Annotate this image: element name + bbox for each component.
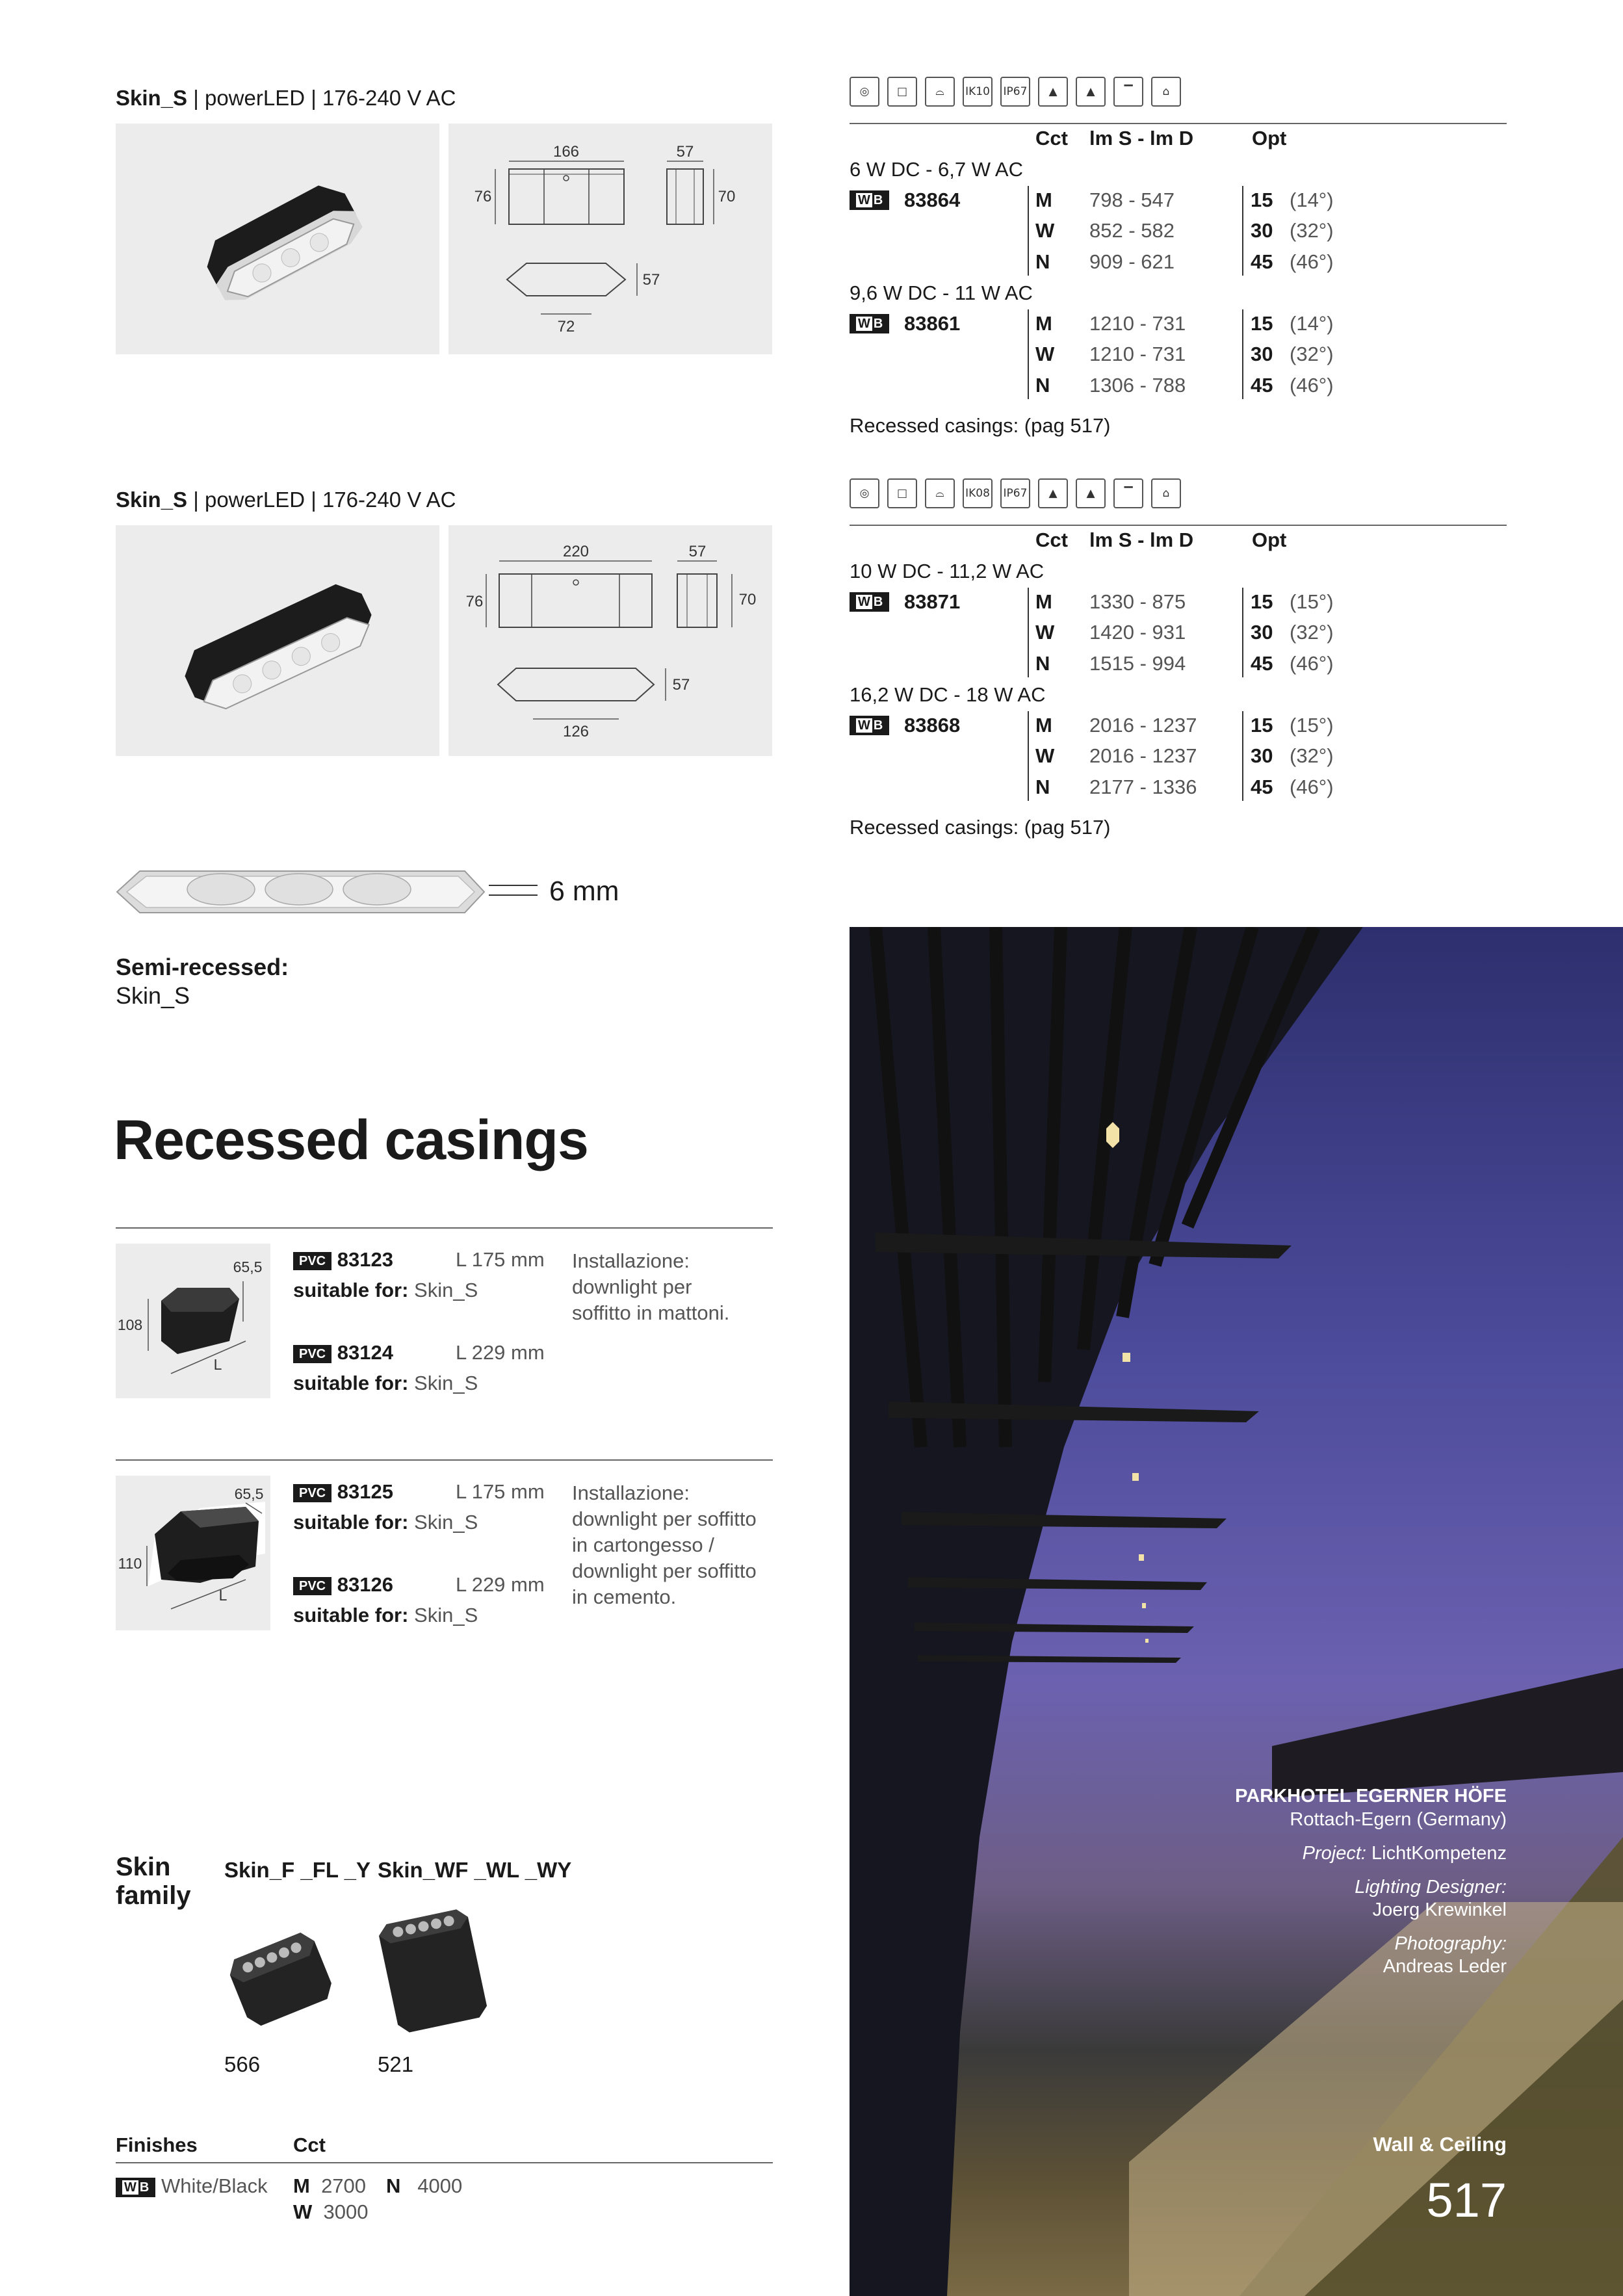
family-item-1-name[interactable]: Skin_F _FL _Y (224, 1858, 370, 1882)
dome-icon: ◎ (850, 478, 879, 508)
p1-hdr-lm: lm S - lm D (1089, 127, 1194, 150)
finishes-rule (116, 2162, 773, 2163)
p1-g2-r2-opt: 30 (1251, 343, 1273, 365)
finishes-label: Finishes (116, 2133, 198, 2156)
p2-hdr-opt: Opt (1252, 528, 1287, 551)
p2-g1-r1-opt: 15 (1251, 590, 1273, 613)
ip-rating: IP67 (1000, 77, 1030, 107)
family-title: Skin family (116, 1853, 191, 1910)
p1-g1-r1-opt: 15 (1251, 189, 1273, 211)
product-1-drawing (448, 124, 772, 354)
house-icon: ⌂ (1151, 478, 1181, 508)
p1-g2-r2-lm: 1210 - 731 (1089, 343, 1186, 365)
p1-g1-r3-lm: 909 - 621 (1089, 250, 1175, 273)
semi-recessed-name: Skin_S (116, 982, 190, 1009)
p2-g1-r2-deg: (32°) (1290, 621, 1334, 644)
casing-2-item-2: PVC 83126 (293, 1573, 393, 1597)
casing-1-item-2-length: L 229 mm (456, 1341, 545, 1364)
p2-g2-r3-deg: (46°) (1290, 776, 1334, 798)
p1-g2-finish-badge: W B (850, 314, 889, 333)
project-credit: Project: LichtKompetenz (1302, 1843, 1507, 1864)
p2-dim-height: 76 (465, 593, 484, 610)
ik-rating: IK08 (963, 478, 993, 508)
product-1-title: Skin_S | powerLED | 176-240 V AC (116, 86, 456, 110)
p2-g2-r1-opt: 15 (1251, 714, 1273, 737)
beam2-icon: ▲ (1076, 478, 1106, 508)
p2-dim-depth: 57 (688, 543, 707, 560)
p2-g2-r1-deg: (15°) (1290, 714, 1334, 737)
house-icon: ⌂ (1151, 77, 1181, 107)
casing-2-install: Installazione: downlight per soffitto in cartongesso / downlight per soffitto in cemento. (572, 1481, 757, 1608)
casing-2-rule (116, 1459, 773, 1461)
p1-g2-code: 83861 (904, 312, 961, 335)
p2-dim-width: 220 (562, 543, 590, 560)
project-photo (850, 927, 1623, 2296)
p1-g2-r3-lm: 1306 - 788 (1089, 374, 1186, 397)
p2-g2-power: 16,2 W DC - 18 W AC (850, 683, 1046, 706)
p1-g2-r1-opt: 15 (1251, 312, 1273, 335)
p2-g2-r3-lm: 2177 - 1336 (1089, 776, 1197, 798)
product-1-rule (850, 123, 1507, 124)
profile-thickness: 6 mm (549, 876, 619, 907)
cct-w: W 3000 (293, 2200, 369, 2223)
p1-g1-r3-opt: 45 (1251, 250, 1273, 273)
casing-1-dim-a: 65,5 (233, 1259, 263, 1275)
product-2-cert-icons (850, 478, 1181, 508)
p1-g1-r3-deg: (46°) (1290, 250, 1334, 273)
p2-g2-finish-badge: W B (850, 716, 889, 735)
p1-g1-r2-cct: W (1035, 219, 1055, 242)
product-2-drawing (448, 525, 772, 756)
p1-hdr-opt: Opt (1252, 127, 1287, 150)
wall-icon: ▔ (1113, 478, 1143, 508)
casing-1-item-1: PVC 83123 (293, 1248, 393, 1272)
product-2-title: Skin_S | powerLED | 176-240 V AC (116, 488, 456, 512)
p2-g1-r3-cct: N (1035, 652, 1050, 675)
casing-2-item-1-length: L 175 mm (456, 1480, 545, 1503)
casing-2-item-1: PVC 83125 (293, 1480, 393, 1504)
casing-1-item-1-length: L 175 mm (456, 1248, 545, 1271)
semi-recessed-label: Semi-recessed: (116, 954, 289, 980)
p1-g1-r2-lm: 852 - 582 (1089, 219, 1175, 242)
casing-2-dim-l: L (218, 1587, 227, 1604)
p1-g2-r1-deg: (14°) (1290, 312, 1334, 335)
p1-g2-r3-deg: (46°) (1290, 374, 1334, 397)
p2-g1-r3-deg: (46°) (1290, 652, 1334, 675)
p2-g1-finish-badge: W B (850, 592, 889, 612)
p1-g1-r3-cct: N (1035, 250, 1050, 273)
p1-dim-bdepth: 57 (642, 271, 660, 289)
profile-thickness-lines (489, 881, 538, 900)
finishes-cct-label: Cct (293, 2133, 326, 2156)
p2-g1-r2-opt: 30 (1251, 621, 1273, 644)
family-item-2-name[interactable]: Skin_WF _WL _WY (378, 1858, 572, 1882)
casing-2-dim-b: 110 (118, 1555, 142, 1572)
p1-dim-height2: 70 (718, 188, 736, 205)
p2-g2-r1-cct: M (1035, 714, 1052, 737)
family-item-2-page[interactable]: 521 (378, 2052, 414, 2076)
p2-hdr-cct: Cct (1035, 528, 1068, 551)
p2-g2-r2-deg: (32°) (1290, 744, 1334, 767)
designer-label: Lighting Designer: (1355, 1877, 1507, 1898)
designer-name: Joerg Krewinkel (1372, 1899, 1507, 1920)
p1-g2-r1-cct: M (1035, 312, 1052, 335)
project-name: PARKHOTEL EGERNER HÖFE (1235, 1786, 1507, 1807)
p2-g2-r2-cct: W (1035, 744, 1055, 767)
p1-g1-r1-lm: 798 - 547 (1089, 189, 1175, 211)
finish-white-black: W B White/Black (116, 2174, 268, 2198)
beam2-icon: ▲ (1076, 77, 1106, 107)
beam-icon: ▲ (1038, 478, 1068, 508)
ip-rating: IP67 (1000, 478, 1030, 508)
p2-g2-r2-lm: 2016 - 1237 (1089, 744, 1197, 767)
page-number: 517 (1426, 2173, 1507, 2227)
p1-g2-r1-lm: 1210 - 731 (1089, 312, 1186, 335)
recessed-icon: ⌓ (925, 478, 955, 508)
p2-dim-height2: 70 (738, 591, 757, 608)
casing-1-rule (116, 1227, 773, 1229)
p1-g1-finish-badge: W B (850, 190, 889, 210)
p2-g1-r3-opt: 45 (1251, 652, 1273, 675)
product-2-rule (850, 525, 1507, 526)
square-icon: □ (887, 77, 917, 107)
p1-dim-depth: 57 (676, 143, 694, 161)
p2-g1-r2-lm: 1420 - 931 (1089, 621, 1186, 644)
p1-g1-code: 83864 (904, 189, 961, 211)
p1-g1-r1-cct: M (1035, 189, 1052, 211)
family-item-2-image[interactable] (374, 1901, 491, 2035)
p2-g1-r1-deg: (15°) (1290, 590, 1334, 613)
p1-hdr-cct: Cct (1035, 127, 1068, 150)
ik-rating: IK10 (963, 77, 993, 107)
casing-1-install: Installazione: downlight per soffitto in mattoni. (572, 1249, 730, 1324)
p2-g2-r3-cct: N (1035, 776, 1050, 798)
beam-icon: ▲ (1038, 77, 1068, 107)
p2-g1-r2-cct: W (1035, 621, 1055, 644)
family-item-1-image[interactable] (221, 1911, 338, 2035)
p2-hdr-lm: lm S - lm D (1089, 528, 1194, 551)
p2-g1-power: 10 W DC - 11,2 W AC (850, 560, 1045, 582)
section-label: Wall & Ceiling (1373, 2133, 1507, 2156)
casing-1-image (116, 1244, 270, 1398)
p1-dim-bwidth: 72 (557, 318, 575, 335)
family-item-1-page[interactable]: 566 (224, 2052, 261, 2076)
recessed-icon: ⌓ (925, 77, 955, 107)
casing-1-dim-l: L (213, 1356, 222, 1373)
p2-g1-r1-cct: M (1035, 590, 1052, 613)
p1-dim-width: 166 (552, 143, 580, 161)
p1-g2-r3-cct: N (1035, 374, 1050, 397)
photography-label: Photography: (1394, 1933, 1507, 1954)
p2-g2-r1-lm: 2016 - 1237 (1089, 714, 1197, 737)
casing-2-item-2-suitable: suitable for: Skin_S (293, 1604, 478, 1626)
p1-g1-r2-opt: 30 (1251, 219, 1273, 242)
profile-view (114, 852, 491, 930)
casing-2-item-2-length: L 229 mm (456, 1573, 545, 1596)
casing-2-item-1-suitable: suitable for: Skin_S (293, 1511, 478, 1533)
p2-recessed-link[interactable]: Recessed casings: (pag 517) (850, 816, 1111, 839)
casing-1-item-2-suitable: suitable for: Skin_S (293, 1372, 478, 1394)
p1-recessed-link[interactable]: Recessed casings: (pag 517) (850, 414, 1111, 437)
p1-g2-power: 9,6 W DC - 11 W AC (850, 281, 1033, 304)
p1-g2-r2-cct: W (1035, 343, 1055, 365)
wall-icon: ▔ (1113, 77, 1143, 107)
p2-g1-r3-lm: 1515 - 994 (1089, 652, 1186, 675)
p2-g2-r2-opt: 30 (1251, 744, 1273, 767)
p1-g2-r2-deg: (32°) (1290, 343, 1334, 365)
casing-1-item-2: PVC 83124 (293, 1341, 393, 1364)
p2-g2-code: 83868 (904, 714, 961, 737)
section-title: Recessed casings (114, 1109, 588, 1171)
p1-g2-r3-opt: 45 (1251, 374, 1273, 397)
project-location: Rottach-Egern (Germany) (1290, 1809, 1507, 1830)
p2-dim-bwidth: 126 (562, 723, 590, 740)
casing-1-dim-b: 108 (117, 1316, 143, 1333)
square-icon: □ (887, 478, 917, 508)
photography-name: Andreas Leder (1383, 1956, 1507, 1977)
p1-g1-power: 6 W DC - 6,7 W AC (850, 158, 1023, 181)
p1-dim-height: 76 (474, 188, 492, 205)
p1-g1-r1-deg: (14°) (1290, 189, 1334, 211)
p2-dim-bdepth: 57 (672, 676, 690, 694)
p1-g1-r2-deg: (32°) (1290, 219, 1334, 242)
casing-1-item-1-suitable: suitable for: Skin_S (293, 1279, 478, 1301)
product-1-cert-icons (850, 77, 1181, 107)
product-1-photo (116, 124, 439, 354)
cct-m: M 2700 (293, 2174, 367, 2197)
casing-2-image (116, 1476, 270, 1630)
p2-g2-r3-opt: 45 (1251, 776, 1273, 798)
dome-icon: ◎ (850, 77, 879, 107)
p2-g1-r1-lm: 1330 - 875 (1089, 590, 1186, 613)
product-2-photo (116, 525, 439, 756)
casing-2-dim-a: 65,5 (234, 1485, 264, 1502)
p2-g1-code: 83871 (904, 590, 961, 613)
cct-n: N 4000 (386, 2174, 463, 2197)
